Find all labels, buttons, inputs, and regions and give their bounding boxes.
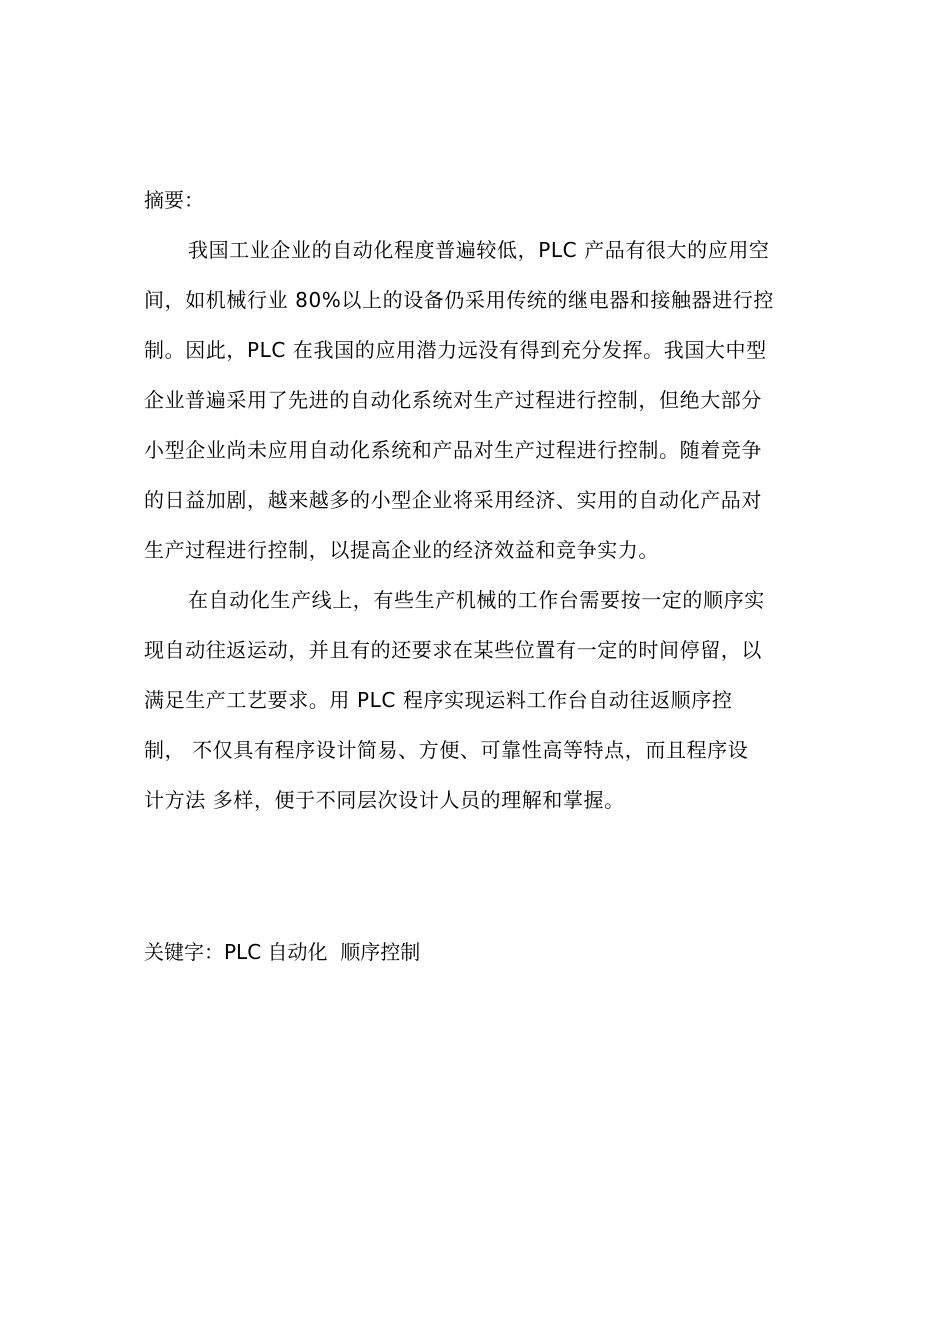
abstract-paragraph-2 <box>144 582 824 832</box>
paragraph-line: 生产过程进行控制，以提高企业的经济效益和竞争实力。 <box>144 538 659 562</box>
paragraph-line: 在自动化生产线上，有些生产机械的工作台需要按一定的顺序实 <box>188 588 765 612</box>
paragraph-line: 现自动往返运动，并且有的还要求在某些位置有一定的时间停留，以 <box>144 638 762 662</box>
abstract-heading: 摘要： <box>144 188 204 212</box>
paragraph-line: 企业普遍采用了先进的自动化系统对生产过程进行控制，但绝大部分 <box>144 388 762 412</box>
abstract-paragraph-1 <box>144 232 824 582</box>
paragraph-line: 制。因此，PLC 在我国的应用潜力远没有得到充分发挥。我国大中型 <box>144 338 767 362</box>
paragraph-line: 满足生产工艺要求。用 PLC 程序实现运料工作台自动往返顺序控 <box>144 688 733 712</box>
paragraph-line: 计方法 多样，便于不同层次设计人员的理解和掌握。 <box>144 788 625 812</box>
paragraph-line: 的日益加剧，越来越多的小型企业将采用经济、实用的自动化产品对 <box>144 488 762 512</box>
paragraph-line: 我国工业企业的自动化程度普遍较低，PLC 产品有很大的应用空 <box>188 238 770 262</box>
paragraph-line: 小型企业尚未应用自动化系统和产品对生产过程进行控制。随着竞争 <box>144 438 762 462</box>
keywords-line: 关键字：PLC 自动化 顺序控制 <box>144 940 421 964</box>
paragraph-line: 间，如机械行业 80%以上的设备仍采用传统的继电器和接触器进行控 <box>144 288 775 312</box>
paragraph-line: 制， 不仅具有程序设计简易、方便、可靠性高等特点，而且程序设 <box>144 738 749 762</box>
